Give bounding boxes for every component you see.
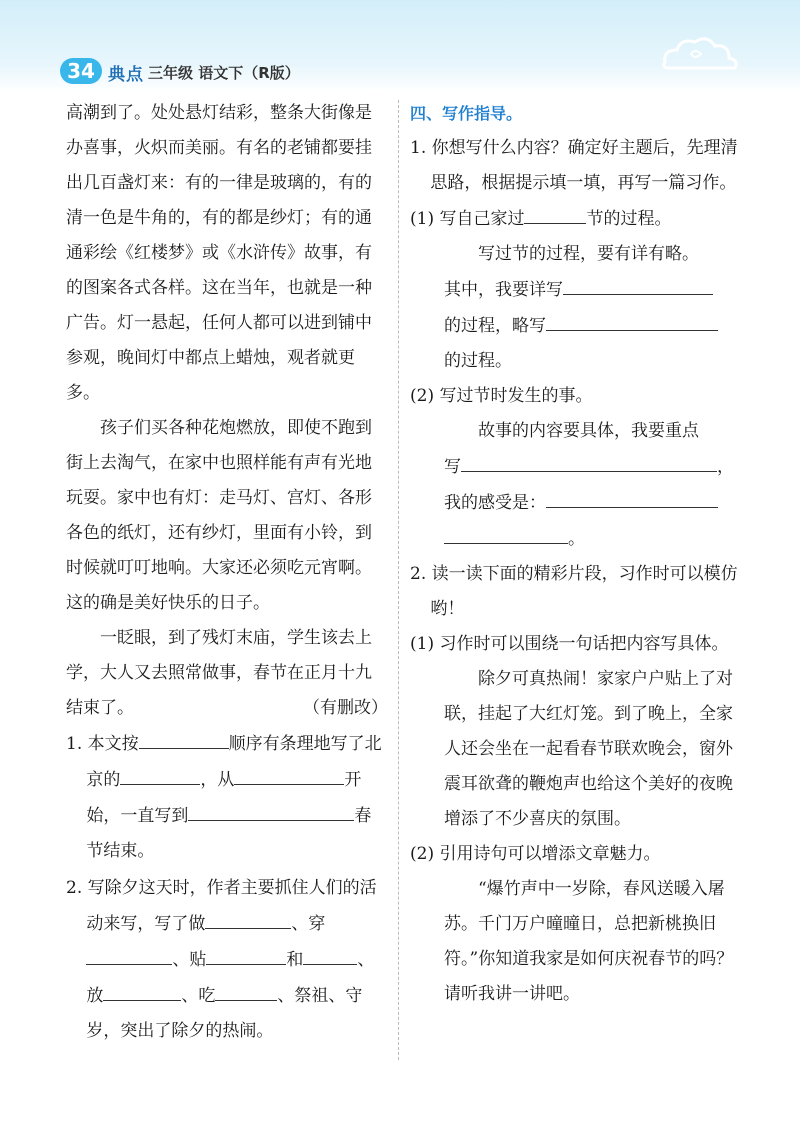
writing-line: 其中，我要详写: [410, 272, 738, 308]
passage-paragraph-1: 高潮到了。处处悬灯结彩，整条大街像是办喜事，火炽而美丽。有名的老铺都要挂出几百盏灯来：有的一律是玻璃的，有的清一色是牛角的，有的都是纱灯；有的通通彩绘《红楼梦》或《水浒传》故事，有的图案各式各样。这在当年，也就是一种广告。灯一悬起，任何人都可以进到铺中参观，晚间灯中都点上蜡烛，观者就更多。: [66, 103, 372, 403]
example-passage-2: “爆竹声中一岁除，春风送暖入屠苏。千门万户曈曈日，总把新桃换旧符。”你知道我家是如何庆祝春节的吗？请听我讲一讲吧。: [444, 879, 734, 1004]
example-passage-1: 除夕可真热闹！家家户户贴上了对联，挂起了大红灯笼。到了晚上，全家人还会坐在一起看春节联欢晚会，窗外震耳欲聋的鞭炮声也给这个美好的夜晚增添了不少喜庆的氛围。: [444, 669, 733, 829]
answer-blank[interactable]: [205, 906, 291, 929]
page-number: 34: [60, 58, 102, 84]
writing-hint: 故事的内容要具体，我要重点: [478, 421, 699, 441]
writing-line: 写 ，: [410, 449, 738, 485]
answer-blank[interactable]: [103, 978, 181, 1001]
writing-line: 的过程，略写: [410, 308, 738, 344]
book-title: 三年级 语文下（R版）: [148, 64, 300, 82]
question-2: 2. 写除夕这天时，作者主要抓住人们的活动来写，写了做 、穿、贴 和 、放 、吃 、祭祖、守岁，突出了除夕的热闹。: [66, 878, 377, 1041]
writing-line: 的过程。: [444, 351, 512, 371]
answer-blank[interactable]: [206, 942, 286, 965]
left-column: [66, 96, 388, 1049]
writing-line: 我的感受是：: [410, 485, 738, 521]
cloud-icon: [655, 32, 745, 76]
passage-paragraph-2: 孩子们买各种花炮燃放，即使不跑到街上去淘气，在家中也照样能有声有光地玩耍。家中也有灯：走马灯、宫灯、各形各色的纸灯，还有纱灯，里面有小铃，到时候就叮叮地响。大家还必须吃元宵啊。这的确是美好快乐的日子。: [66, 418, 372, 613]
question-1: 1. 本文按 顺序有条理地写了北京的 ，从 开始，一直写到 春节结束。: [66, 726, 388, 869]
answer-blank[interactable]: [139, 726, 229, 749]
writing-hint: 写过节的过程，要有详有略。: [478, 244, 699, 264]
answer-blank[interactable]: [188, 798, 354, 821]
writing-question-2-2: (2) 引用诗句可以增添文章魅力。: [410, 844, 661, 864]
answer-blank[interactable]: [524, 201, 586, 224]
writing-line: 。: [410, 521, 738, 557]
answer-blank[interactable]: [444, 521, 568, 544]
writing-question-1-2: (2) 写过节时发生的事。: [410, 386, 593, 406]
column-divider: [398, 100, 399, 1060]
answer-blank[interactable]: [461, 449, 717, 472]
edit-note: （有删改）: [303, 698, 388, 718]
answer-blank[interactable]: [86, 942, 172, 965]
answer-blank[interactable]: [303, 942, 357, 965]
writing-question-2-1: (1) 习作时可以围绕一句话把内容写具体。: [410, 634, 729, 654]
answer-blank[interactable]: [120, 762, 200, 785]
brand-logo: 典点: [108, 65, 144, 85]
writing-question-2: 2. 读一读下面的精彩片段，习作时可以模仿哟！: [410, 564, 738, 619]
right-column: [410, 96, 738, 1012]
answer-blank[interactable]: [546, 485, 718, 508]
answer-blank[interactable]: [546, 308, 718, 331]
passage-paragraph-3: 一眨眼，到了残灯末庙，学生该去上学，大人又去照常做事，春节在正月十九结束了。: [66, 628, 372, 718]
writing-question-1: 1. 你想写什么内容？确定好主题后，先理清思路，根据提示填一填，再写一篇习作。: [410, 138, 738, 193]
answer-blank[interactable]: [215, 978, 277, 1001]
writing-question-1-1: (1) 写自己家过 节的过程。: [410, 201, 738, 237]
answer-blank[interactable]: [234, 762, 344, 785]
answer-blank[interactable]: [563, 272, 713, 295]
section-title: 四、写作指导。: [410, 104, 523, 123]
